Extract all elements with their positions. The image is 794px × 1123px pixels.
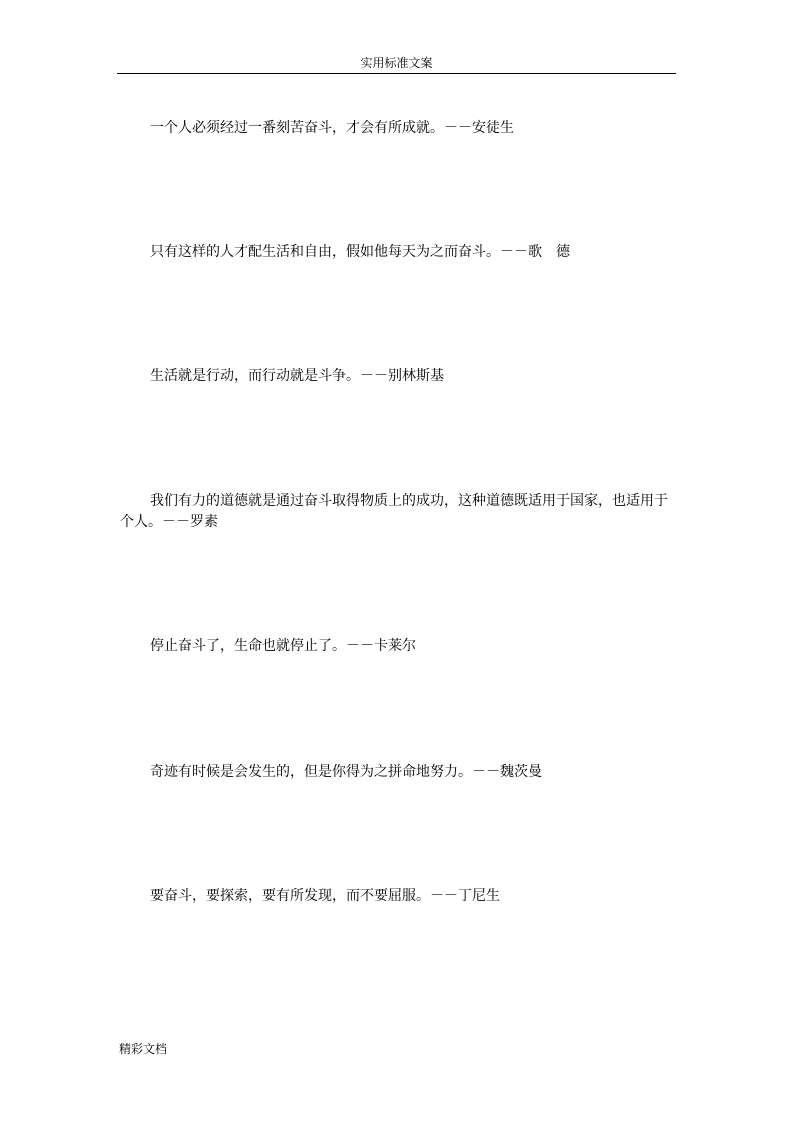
quote-andersen: 一个人必须经过一番刻苦奋斗，才会有所成就。－－安徒生 bbox=[150, 120, 514, 136]
page-header: 实用标准文案 bbox=[117, 56, 676, 74]
quote-tennyson: 要奋斗，要探索，要有所发现，而不要屈服。－－丁尼生 bbox=[150, 888, 500, 904]
quote-weizmann: 奇迹有时候是会发生的，但是你得为之拼命地努力。－－魏茨曼 bbox=[150, 764, 542, 780]
quote-goethe: 只有这样的人才配生活和自由，假如他每天为之而奋斗。－－歌 德 bbox=[150, 244, 570, 260]
quote-russell: 我们有力的道德就是通过奋斗取得物质上的成功，这种道德既适用于国家，也适用于个人。－－罗素 bbox=[120, 493, 668, 530]
page-footer: 精彩文档 bbox=[119, 1042, 168, 1056]
quote-belinsky: 生活就是行动，而行动就是斗争。－－别林斯基 bbox=[150, 368, 444, 384]
quote-carlyle: 停止奋斗了，生命也就停止了。－－卡莱尔 bbox=[150, 638, 416, 654]
